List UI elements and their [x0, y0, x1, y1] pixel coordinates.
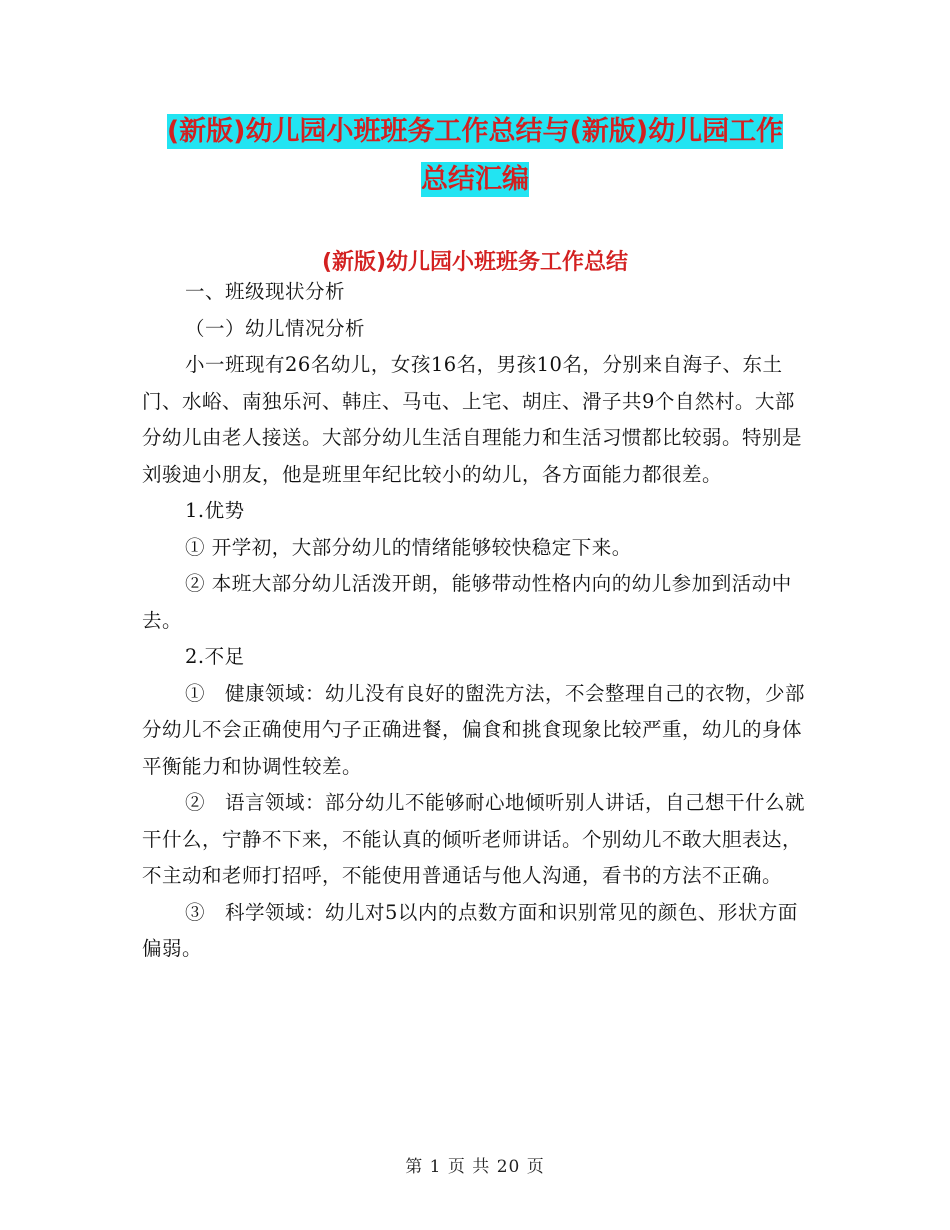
page-number-footer: 第 1 页 共 20 页 [405, 1157, 545, 1177]
list-item-strength-1: ① 开学初，大部分幼儿的情绪能够较快稳定下来。 [185, 535, 632, 559]
document-title-line-2: 总结汇编 [421, 164, 529, 195]
list-item-strength-2: ② 本班大部分幼儿活泼开朗，能够带动性格内向的幼儿参加到活动中去。 [142, 572, 792, 632]
document-body [142, 274, 810, 968]
paragraph-class-overview: 小一班现有26名幼儿，女孩16名，男孩10名，分别来自海子、东土门、水峪、南独乐河、韩庄、马屯、上宅、胡庄、滑子共9个自然村。大部分幼儿由老人接送。大部分幼儿生活自理能力和生活习惯都比较弱。特别是刘骏迪小朋友，他是班里年纪比较小的幼儿，各方面能力都很差。 [142, 353, 803, 486]
list-item-language: ② 语言领域：部分幼儿不能够耐心地倾听别人讲话，自己想干什么就干什么，宁静不下来，不能认真的倾听老师讲话。个别幼儿不敢大胆表达，不主动和老师打招呼，不能使用普通话与他人沟通，看书的方法不正确。 [142, 791, 806, 887]
heading-class-status: 一、班级现状分析 [185, 280, 346, 303]
heading-strengths: 1.优势 [185, 499, 245, 522]
document-title [140, 108, 810, 204]
heading-children-analysis: （一）幼儿情况分析 [185, 316, 366, 340]
heading-weaknesses: 2.不足 [185, 645, 245, 668]
document-title-line-1: (新版)幼儿园小班班务工作总结与(新版)幼儿园工作 [166, 116, 784, 147]
list-item-science: ③ 科学领域：幼儿对5以内的点数方面和识别常见的颜色、形状方面偏弱。 [142, 900, 798, 960]
section-title: (新版)幼儿园小班班务工作总结 [321, 250, 629, 275]
list-item-health: ① 健康领域：幼儿没有良好的盥洗方法，不会整理自己的衣物，少部分幼儿不会正确使用勺子正确进餐，偏食和挑食现象比较严重，幼儿的身体平衡能力和协调性较差。 [142, 681, 806, 778]
